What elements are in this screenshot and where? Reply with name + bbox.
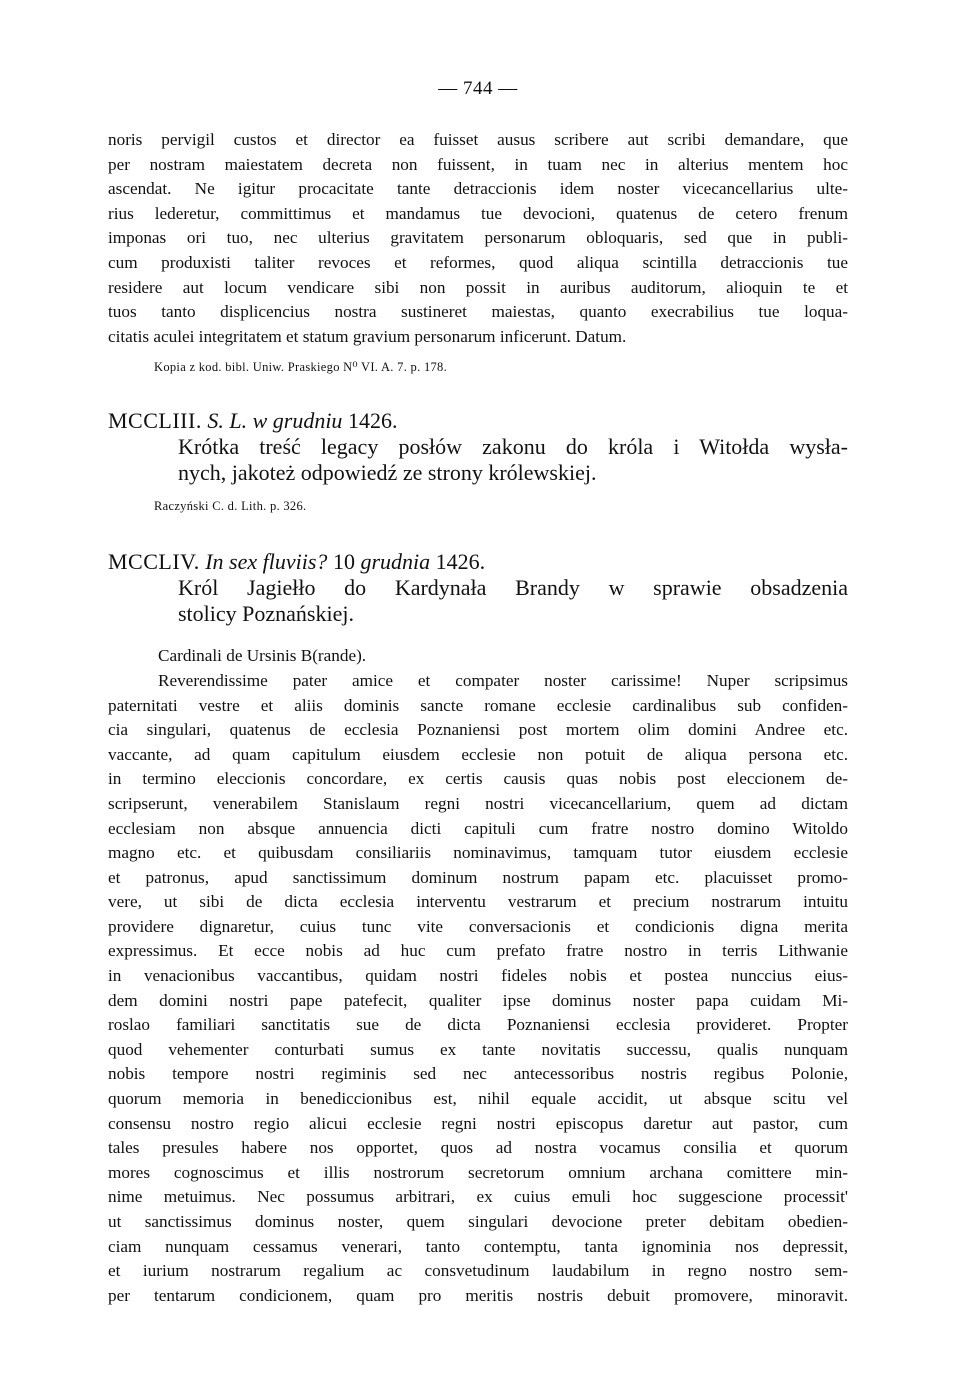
summary-line: Krótka treść legacy posłów zakonu do króla i Witołda wysła- — [178, 434, 848, 460]
document-year: 1426. — [347, 408, 398, 434]
text-line: Reverendissime pater amice et compater noster carissime! Nuper scripsimus — [158, 670, 848, 690]
document-2-summary — [178, 575, 848, 626]
text-line: mores cognoscimus et illis nostrorum secretorum omnium archana comittere min- — [108, 1162, 848, 1182]
text-line: magno etc. et quibusdam consiliariis nominavimus, tamquam tutor eiusdem ecclesie — [108, 843, 848, 863]
intro-paragraph — [108, 128, 848, 349]
text-line: scripserunt, venerabilem Stanislaum regni nostri vicecancellarium, quem ad dictam — [108, 793, 848, 813]
text-line: ecclesiam non absque annuencia dicti capituli cum fratre nostro domino Witoldo — [108, 818, 848, 838]
text-line: vere, ut sibi de dicta ecclesia interventu vestrarum et precium nostrarum intuitu — [108, 892, 848, 912]
text-line: providere dignaretur, cuius tunc vite conversacionis et condicionis digna merita — [108, 916, 848, 936]
document-number: MCCLIII. — [108, 408, 202, 434]
text-line: in termino eleccionis concordare, ex certis causis quas nobis post eleccionem de- — [108, 769, 848, 789]
text-line: imponas ori tuo, nec ulterius gravitatem personarum obloquaris, sed que in publi- — [108, 228, 848, 248]
document-place: S. L. — [207, 408, 248, 434]
text-line: cia singulari, quatenus de ecclesia Poznaniensi post mortem olim domini Andree etc. — [108, 720, 848, 740]
text-line: noris pervigil custos et director ea fuisset ausus scribere aut scribi demandare, que — [108, 130, 848, 149]
text-line: vaccante, ad quam capitulum eiusdem ecclesie non potuit de aliqua persona etc. — [108, 744, 848, 764]
text-line: roslao familiari sanctitatis sue de dicta Poznaniensi ecclesia provideret. Propter — [108, 1015, 848, 1035]
text-line: cum produxisti taliter revoces et reformes, quod aliqua scintilla detraccionis tue — [108, 252, 848, 272]
document-page — [108, 78, 848, 1308]
text-line: in venacionibus vaccantibus, quidam nostri fideles nobis et postea nunccius eius- — [108, 966, 848, 986]
text-line: citatis aculei integritatem et statum gravium personarum inficerunt. Datum. — [108, 326, 627, 346]
letter-address: Cardinali de Ursinis B(rande). — [158, 646, 367, 666]
document-number: MCCLIV. — [108, 549, 200, 575]
document-2-header — [108, 548, 848, 626]
text-line: residere aut locum vendicare sibi non possit in auribus auditorum, alioquin te et — [108, 277, 848, 297]
text-line: consensu nostro regio alicui ecclesie regni nostri episcopus daretur aut pastor, cum — [108, 1113, 848, 1133]
intro-source-note: Kopia z kod. bibl. Uniw. Praskiego N⁰ VI. A. 7. p. 178. — [154, 360, 448, 375]
summary-line: stolicy Poznańskiej. — [178, 600, 354, 626]
document-2-title — [108, 548, 848, 575]
text-line: expressimus. Et ecce nobis ad huc cum prefato fratre nostro in terris Lithwanie — [108, 941, 848, 961]
text-line: paternitati vestre et aliis dominis sancte romane ecclesie cardinalibus sub confiden- — [108, 695, 848, 715]
document-year: 1426. — [435, 549, 486, 575]
letter-body — [108, 669, 848, 1308]
document-date: grudnia — [360, 549, 431, 575]
text-line: quod vehementer conturbati sumus ex tante novitatis successu, qualis nunquam — [108, 1039, 848, 1059]
text-line: ut sanctissimus dominus noster, quem singulari devocione preter debitam obedien- — [108, 1212, 848, 1231]
text-line: tuos tanto displicencius nostra sustineret maiestas, quanto execrabilius tue loqua- — [108, 302, 848, 322]
text-line: per nostram maiestatem decreta non fuissent, in tuam nec in alterius mentem hoc — [108, 154, 848, 174]
text-line: rius lederetur, committimus et mandamus tue devocioni, quatenus de cetero frenum — [108, 203, 848, 223]
text-line: nobis tempore nostri regiminis sed nec antecessoribus nostris regibus Polonie, — [108, 1064, 848, 1084]
text-line: ciam nunquam cessamus venerari, tanto contemptu, tanta ignominia nos depressit, — [108, 1236, 848, 1256]
text-line: et iurium nostrarum regalium ac consvetudinum laudabilum in regno nostro sem- — [108, 1261, 848, 1281]
document-1-title — [108, 407, 848, 434]
summary-line: nych, jakoteż odpowiedź ze strony królewskiej. — [178, 459, 597, 485]
text-line: quorum memoria in benediccionibus est, nihil equale accidit, ut absque scitu vel — [108, 1089, 848, 1109]
document-day: 10 — [332, 549, 355, 575]
text-line: per tentarum condicionem, quam pro meritis nostris debuit promovere, minoravit. — [108, 1285, 848, 1305]
document-1-summary — [178, 434, 848, 485]
summary-line: Król Jagiełło do Kardynała Brandy w sprawie obsadzenia — [178, 575, 848, 601]
text-line: et patronus, apud sanctissimum dominum nostrum papam etc. placuisset promo- — [108, 867, 848, 887]
document-1-header — [108, 407, 848, 514]
page-number: — 744 — — [438, 78, 518, 99]
text-line: dem domini nostri pape patefecit, qualiter ipse dominus noster papa cuidam Mi- — [108, 990, 848, 1010]
document-1-source: Raczyński C. d. Lith. p. 326. — [154, 499, 307, 514]
text-line: tales presules habere nos opportet, quos ad nostra vocamus consilia et quorum — [108, 1138, 848, 1158]
document-date: w grudniu — [252, 408, 343, 434]
text-line: nime metuimus. Nec possumus arbitrari, ex cuius emuli hoc suggescione processit' — [108, 1187, 848, 1207]
document-place: In sex fluviis? — [205, 549, 328, 575]
text-line: ascendat. Ne igitur procacitate tante detraccionis idem noster vicecancellarius ulte- — [108, 179, 848, 199]
